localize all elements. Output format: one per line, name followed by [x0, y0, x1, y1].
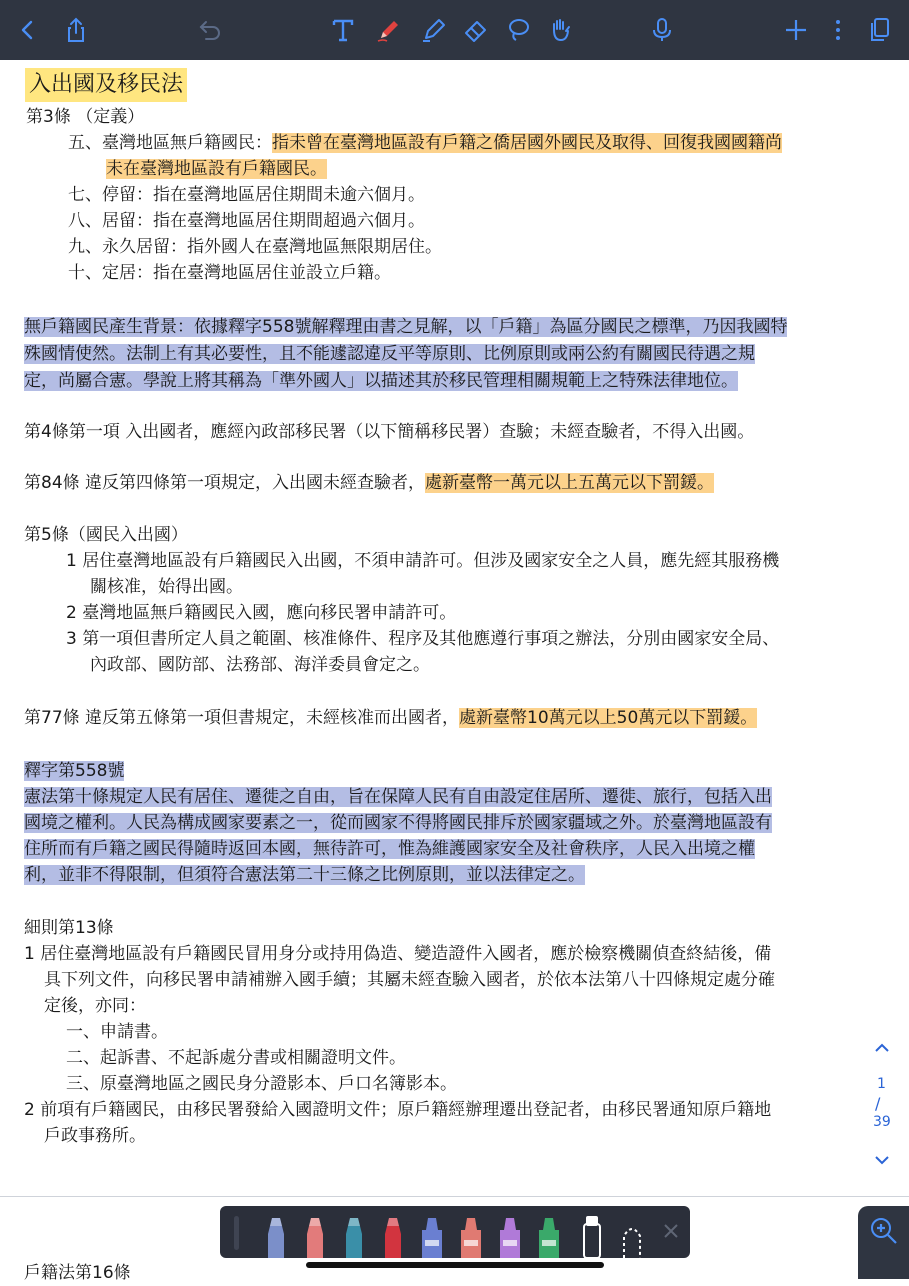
- marker-pen-icon[interactable]: [342, 1214, 366, 1258]
- text-line: [24, 862, 585, 888]
- hand-tool-icon[interactable]: [544, 14, 576, 46]
- text-line: [24, 810, 772, 836]
- add-icon[interactable]: [780, 14, 812, 46]
- article-heading: 細則第13條: [24, 918, 114, 938]
- page-divider: [0, 1196, 909, 1197]
- text-line: [24, 758, 124, 784]
- text-span: 第77條 違反第五條第一項但書規定，未經核准而出國者，: [24, 708, 460, 728]
- text-line: [24, 341, 755, 367]
- text-line: 3 第一項但書所定人員之範圍、核准條件、程序及其他應遵行事項之辦法，分別由國家安全局、: [66, 629, 780, 649]
- text-line: 1 居住臺灣地區設有戶籍國民入出國，不須申請許可。但涉及國家安全之人員，應先經其服務機: [66, 551, 780, 571]
- marker-pen-icon[interactable]: [381, 1214, 405, 1258]
- text-line: 八、居留：指在臺灣地區居住期間超過六個月。: [68, 211, 425, 231]
- highlight-span: 住所而有戶籍之國民得隨時返回本國，無待許可，惟為維護國家安全及社會秩序，人民入出境之權: [24, 839, 755, 859]
- highlight-span: 無戶籍國民產生背景：依據釋字558號解釋理由書之見解，以「戶籍」為區分國民之標準，乃因我國特: [24, 317, 788, 337]
- highlight-span: 殊國情使然。法制上有其必要性，且不能遽認違反平等原則、比例原則或兩公約有關國民待遇之規: [24, 344, 755, 364]
- text-span: 五、臺灣地區無戶籍國民：: [68, 133, 272, 153]
- top-toolbar: [0, 0, 909, 60]
- text-line: [68, 130, 782, 156]
- text-span: 第84條 違反第四條第一項規定，入出國未經查驗者，: [24, 473, 426, 493]
- zoom-in-icon: [869, 1216, 899, 1246]
- text-line: [24, 368, 738, 394]
- next-page-icon[interactable]: [870, 1150, 894, 1170]
- highlight-span: 處新臺幣一萬元以上五萬元以下罰鍰。: [425, 473, 715, 493]
- highlight-span: 未在臺灣地區設有戶籍國民。: [106, 159, 327, 179]
- text-line: [24, 314, 787, 340]
- pen-palette: [220, 1206, 690, 1258]
- text-line: [24, 784, 772, 810]
- share-icon[interactable]: [60, 14, 92, 46]
- back-icon[interactable]: [12, 14, 44, 46]
- text-line: 具下列文件，向移民署申請補辦入國手續；其屬未經查驗入國者，於依本法第八十四條規定處分確: [44, 970, 775, 990]
- lasso-tool-icon[interactable]: [502, 14, 534, 46]
- highlighter-pen-icon[interactable]: [498, 1214, 522, 1258]
- text-line: 第4條第一項 入出國者，應經內政部移民署（以下簡稱移民署）查驗；未經查驗者，不得入出國。: [24, 422, 755, 442]
- microphone-icon[interactable]: [646, 14, 678, 46]
- highlight-span: 處新臺幣10萬元以上50萬元以下罰鍰。: [459, 708, 758, 728]
- pages-icon[interactable]: [864, 14, 896, 46]
- article-heading: 第5條（國民入出國）: [24, 525, 188, 545]
- text-tool-icon[interactable]: [327, 14, 359, 46]
- text-line: 七、停留：指在臺灣地區居住期間未逾六個月。: [68, 185, 425, 205]
- highlight-span: 定，尚屬合憲。學說上將其稱為「準外國人」以描述其於移民管理相關規範上之特殊法律地位。: [24, 371, 738, 391]
- text-line: 九、永久居留：指外國人在臺灣地區無限期居住。: [68, 237, 442, 257]
- page-separator: /: [875, 1094, 881, 1113]
- eraser-tool-icon[interactable]: [460, 14, 492, 46]
- text-line: 2 前項有戶籍國民，由移民署發給入國證明文件；原戶籍經辦理遷出登記者，由移民署通知原戶籍地: [24, 1100, 772, 1120]
- highlight-span: 國境之權利。人民為構成國家要素之一，從而國家不得將國民排斥於國家疆域之外。於臺灣地區設有: [24, 813, 772, 833]
- marker-pen-icon[interactable]: [264, 1214, 288, 1258]
- text-line: 關核准，始得出國。: [90, 577, 243, 597]
- text-line: 內政部、國防部、法務部、海洋委員會定之。: [90, 655, 430, 675]
- text-line: [106, 156, 327, 182]
- current-page-number: 1: [877, 1076, 886, 1092]
- undo-icon[interactable]: [194, 14, 226, 46]
- previous-page-icon[interactable]: [870, 1038, 894, 1058]
- text-line: [24, 705, 757, 731]
- palette-grip[interactable]: [234, 1216, 239, 1250]
- highlighter-pen-icon[interactable]: [537, 1214, 561, 1258]
- pen-tool-icon[interactable]: [373, 14, 405, 46]
- eraser-pen-icon[interactable]: [580, 1214, 604, 1258]
- text-line: 2 臺灣地區無戶籍國民入國，應向移民署申請許可。: [66, 603, 457, 623]
- more-icon[interactable]: [822, 14, 854, 46]
- note-page[interactable]: [0, 60, 909, 1283]
- highlighter-pen-icon[interactable]: [459, 1214, 483, 1258]
- text-line: 戶籍法第16條: [24, 1263, 131, 1283]
- home-indicator: [306, 1262, 604, 1268]
- text-line: 十、定居：指在臺灣地區居住並設立戶籍。: [68, 263, 391, 283]
- zoom-button[interactable]: [858, 1206, 909, 1279]
- text-line: 1 居住臺灣地區設有戶籍國民冒用身分或持用偽造、變造證件入國者，應於檢察機關偵查終結後，備: [24, 944, 772, 964]
- text-line: 一、申請書。: [66, 1022, 168, 1042]
- close-palette-icon[interactable]: [660, 1220, 682, 1242]
- highlight-span: 指未曾在臺灣地區設有戶籍之僑居國外國民及取得、回復我國國籍尚: [272, 133, 782, 153]
- highlight-span: 憲法第十條規定人民有居住、遷徙之自由，旨在保障人民有自由設定住居所、遷徙、旅行，包括入出: [24, 787, 772, 807]
- text-line: 定後，亦同：: [44, 996, 146, 1016]
- marker-pen-icon[interactable]: [303, 1214, 327, 1258]
- highlighter-tool-icon[interactable]: [418, 14, 450, 46]
- highlight-span: 釋字第558號: [24, 761, 125, 781]
- text-line: 戶政事務所。: [44, 1126, 146, 1146]
- article-heading: 第3條 （定義）: [26, 107, 145, 127]
- highlighter-pen-icon[interactable]: [420, 1214, 444, 1258]
- text-line: [24, 836, 755, 862]
- total-pages: 39: [873, 1114, 891, 1130]
- lasso-pen-icon[interactable]: [620, 1214, 644, 1258]
- highlight-span: 利，並非不得限制，但須符合憲法第二十三條之比例原則，並以法律定之。: [24, 865, 585, 885]
- text-line: 三、原臺灣地區之國民身分證影本、戶口名簿影本。: [66, 1074, 457, 1094]
- text-line: 二、起訴書、不起訴處分書或相關證明文件。: [66, 1048, 406, 1068]
- document-title: 入出國及移民法: [25, 68, 187, 102]
- text-line: [24, 470, 714, 496]
